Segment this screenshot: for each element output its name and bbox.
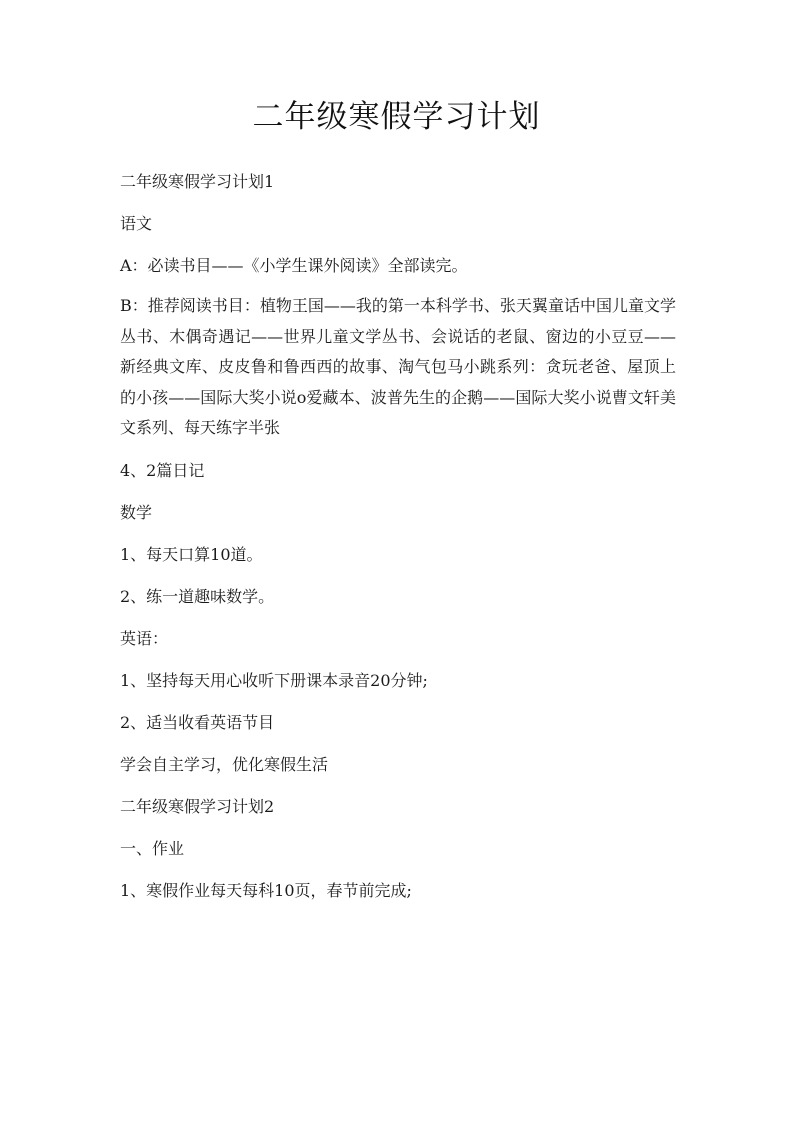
document-title: 二年级寒假学习计划 [252, 99, 541, 135]
homework-item-1: 1、寒假作业每天每科10页，春节前完成; [120, 880, 412, 900]
subject-english-heading: 英语： [120, 628, 169, 648]
diary-item: 4、2篇日记 [120, 460, 205, 480]
math-item-2: 2、练一道趣味数学。 [120, 586, 275, 606]
math-item-1: 1、每天口算10道。 [120, 544, 263, 564]
document-body [120, 165, 676, 916]
required-reading-item: A：必读书目——《小学生课外阅读》全部读完。 [120, 256, 468, 275]
recommended-reading-item: B：推荐阅读书目：植物王国——我的第一本科学书、张天翼童话中国儿童文学丛书、木偶奇遇记——世界儿童文学丛书、会说话的老鼠、窗边的小豆豆——新经典文库、皮皮鲁和鲁西西的故事、淘气包马小跳系列：贪玩老爸、屋顶上的小孩——国际大奖小说o爱藏本、波普先生的企鹅——国际大奖小说曹文轩美文系列、每天练字半张 [120, 296, 676, 437]
homework-heading: 一、作业 [120, 838, 185, 858]
section-heading-plan-1: 二年级寒假学习计划1 [120, 172, 275, 191]
summary-line: 学会自主学习，优化寒假生活 [120, 754, 329, 774]
section-heading-plan-2: 二年级寒假学习计划2 [120, 796, 275, 816]
english-item-1: 1、坚持每天用心收听下册课本录音20分钟; [120, 670, 428, 690]
subject-chinese-heading: 语文 [120, 214, 153, 233]
subject-math-heading: 数学 [120, 502, 153, 522]
english-item-2: 2、适当收看英语节目 [120, 712, 275, 732]
